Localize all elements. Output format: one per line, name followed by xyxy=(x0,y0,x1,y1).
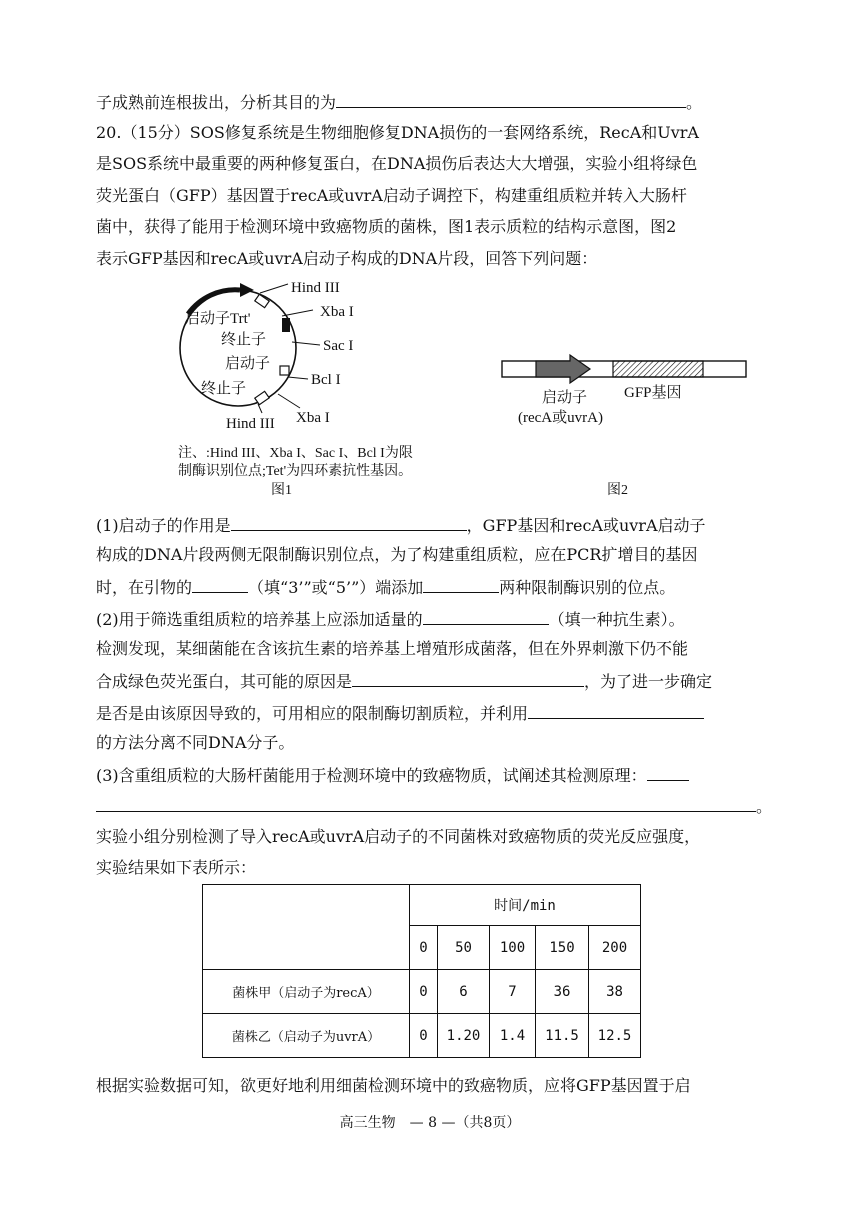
table-time-cell: 0 xyxy=(410,926,438,970)
q3-end-mark: 。 xyxy=(756,797,773,816)
label-xba1-bottom: Xba I xyxy=(296,410,330,426)
q2-text-c: 合成绿色荧光蛋白，其可能的原因是 xyxy=(96,672,353,691)
bottom-line: 根据实验数据可知，欲更好地利用细菌检测环境中的致癌物质，应将GFP基因置于启 xyxy=(96,1076,691,1095)
q2-blank-3[interactable] xyxy=(528,702,704,719)
q2-line-3 xyxy=(96,670,712,692)
figure2-promoter-sub: (recA或uvrA) xyxy=(518,410,603,426)
q1-line-3 xyxy=(96,576,675,598)
figure1-caption: 图1 xyxy=(271,483,292,498)
table-corner-cell xyxy=(203,885,410,970)
q2-line-4 xyxy=(96,702,704,724)
q2-line-5: 的方法分离不同DNA分子。 xyxy=(96,733,295,752)
q2-text-d: ，为了进一步确定 xyxy=(584,672,713,691)
question-line-2: 是SOS系统中最重要的两种修复蛋白，在DNA损伤后表达大大增强，实验小组将绿色 xyxy=(96,154,698,173)
table-row xyxy=(203,970,641,1014)
q1-line-1 xyxy=(96,514,706,536)
label-xba1-top: Xba I xyxy=(320,304,354,320)
table-time-cell: 100 xyxy=(490,926,536,970)
continued-text: 子成熟前连根拔出，分析其目的为 xyxy=(96,93,337,112)
experiment-line-2: 实验结果如下表所示： xyxy=(96,858,257,877)
table-value: 6 xyxy=(438,970,490,1014)
table-value: 1.4 xyxy=(490,1014,536,1058)
label-bcl1: Bcl I xyxy=(311,372,341,388)
table-row xyxy=(203,1014,641,1058)
table-value: 12.5 xyxy=(589,1014,641,1058)
q3-line-2 xyxy=(96,795,772,817)
label-sac1: Sac I xyxy=(323,338,354,354)
q3-line-1 xyxy=(96,764,689,786)
q2-text-a: (2)用于筛选重组质粒的培养基上应添加适量的 xyxy=(96,610,423,629)
q3-text: (3)含重组质粒的大肠杆菌能用于检测环境中的致癌物质，试阐述其检测原理： xyxy=(96,766,647,785)
table-value: 38 xyxy=(589,970,641,1014)
figure2-gene-label: GFP基因 xyxy=(624,385,682,401)
question-line-3: 荧光蛋白（GFP）基因置于recA或uvrA启动子调控下，构建重组质粒并转入大肠杆 xyxy=(96,186,687,205)
q1-text-d: （填“3’”或“5’”）端添加 xyxy=(248,578,424,597)
table-time-header: 时间/min xyxy=(410,885,641,926)
label-hind3-bottom: Hind III xyxy=(226,416,275,432)
answer-blank[interactable] xyxy=(336,91,686,108)
q2-text-e: 是否是由该原因导致的，可用相应的限制酶切割质粒，并利用 xyxy=(96,704,529,723)
question-line-1: 20.（15分）SOS修复系统是生物细胞修复DNA损伤的一套网络系统，RecA和UvrA xyxy=(96,123,699,142)
q1-line-2: 构成的DNA片段两侧无限制酶识别位点，为了构建重组质粒，应在PCR扩增目的基因 xyxy=(96,545,698,564)
results-table xyxy=(202,884,641,1058)
table-value: 0 xyxy=(410,1014,438,1058)
table-time-cell: 150 xyxy=(536,926,589,970)
row-label: 菌株甲（启动子为recA） xyxy=(203,970,410,1014)
figure2-promoter-label: 启动子 xyxy=(542,390,588,406)
experiment-line-1: 实验小组分别检测了导入recA或uvrA启动子的不同菌株对致癌物质的荧光反应强度， xyxy=(96,827,701,846)
q1-blank-2[interactable] xyxy=(192,576,248,593)
table-time-cell: 50 xyxy=(438,926,490,970)
q1-blank-1[interactable] xyxy=(231,514,467,531)
q3-blank-2[interactable] xyxy=(96,795,756,812)
label-terminator-2: 终止子 xyxy=(201,381,247,397)
q1-text-e: 两种限制酶识别的位点。 xyxy=(499,578,676,597)
q2-line-2: 检测发现，某细菌能在含该抗生素的培养基上增殖形成菌落，但在外界刺激下仍不能 xyxy=(96,639,689,658)
end-mark: 。 xyxy=(686,93,703,112)
label-hind3-top: Hind III xyxy=(291,280,340,296)
label-promoter: 启动子 xyxy=(225,356,271,372)
q1-text-b: ，GFP基因和recA或uvrA启动子 xyxy=(466,516,706,535)
q2-line-1 xyxy=(96,608,685,630)
label-promoter-trt: 启动子Trt' xyxy=(185,311,251,327)
table-value: 7 xyxy=(490,970,536,1014)
plasmid-diagram xyxy=(170,280,470,430)
table-value: 1.20 xyxy=(438,1014,490,1058)
question-line-5: 表示GFP基因和recA或uvrA启动子构成的DNA片段，回答下列问题： xyxy=(96,249,598,268)
q2-blank-1[interactable] xyxy=(423,608,549,625)
continued-question-line xyxy=(96,91,702,113)
q1-text-a: (1)启动子的作用是 xyxy=(96,516,231,535)
figure2-caption: 图2 xyxy=(607,483,628,498)
q2-blank-2[interactable] xyxy=(352,670,584,687)
label-terminator-1: 终止子 xyxy=(221,332,267,348)
row-label: 菌株乙（启动子为uvrA） xyxy=(203,1014,410,1058)
q2-text-b: （填一种抗生素）。 xyxy=(548,610,685,629)
q1-text-c: 时，在引物的 xyxy=(96,578,193,597)
q1-blank-3[interactable] xyxy=(423,576,499,593)
page-footer: 高三生物 — 8 —（共8页） xyxy=(339,1115,521,1131)
table-value: 11.5 xyxy=(536,1014,589,1058)
table-value: 36 xyxy=(536,970,589,1014)
figure1-note-line2: 制酶识别位点;Tet'为四环素抗性基因。 xyxy=(178,464,413,479)
question-line-4: 菌中，获得了能用于检测环境中致癌物质的菌株，图1表示质粒的结构示意图，图2 xyxy=(96,217,677,236)
figure1-note-line1: 注、:Hind III、Xba I、Sac I、Bcl I为限 xyxy=(178,446,413,461)
table-time-cell: 200 xyxy=(589,926,641,970)
q3-blank-1[interactable] xyxy=(647,764,689,781)
table-value: 0 xyxy=(410,970,438,1014)
